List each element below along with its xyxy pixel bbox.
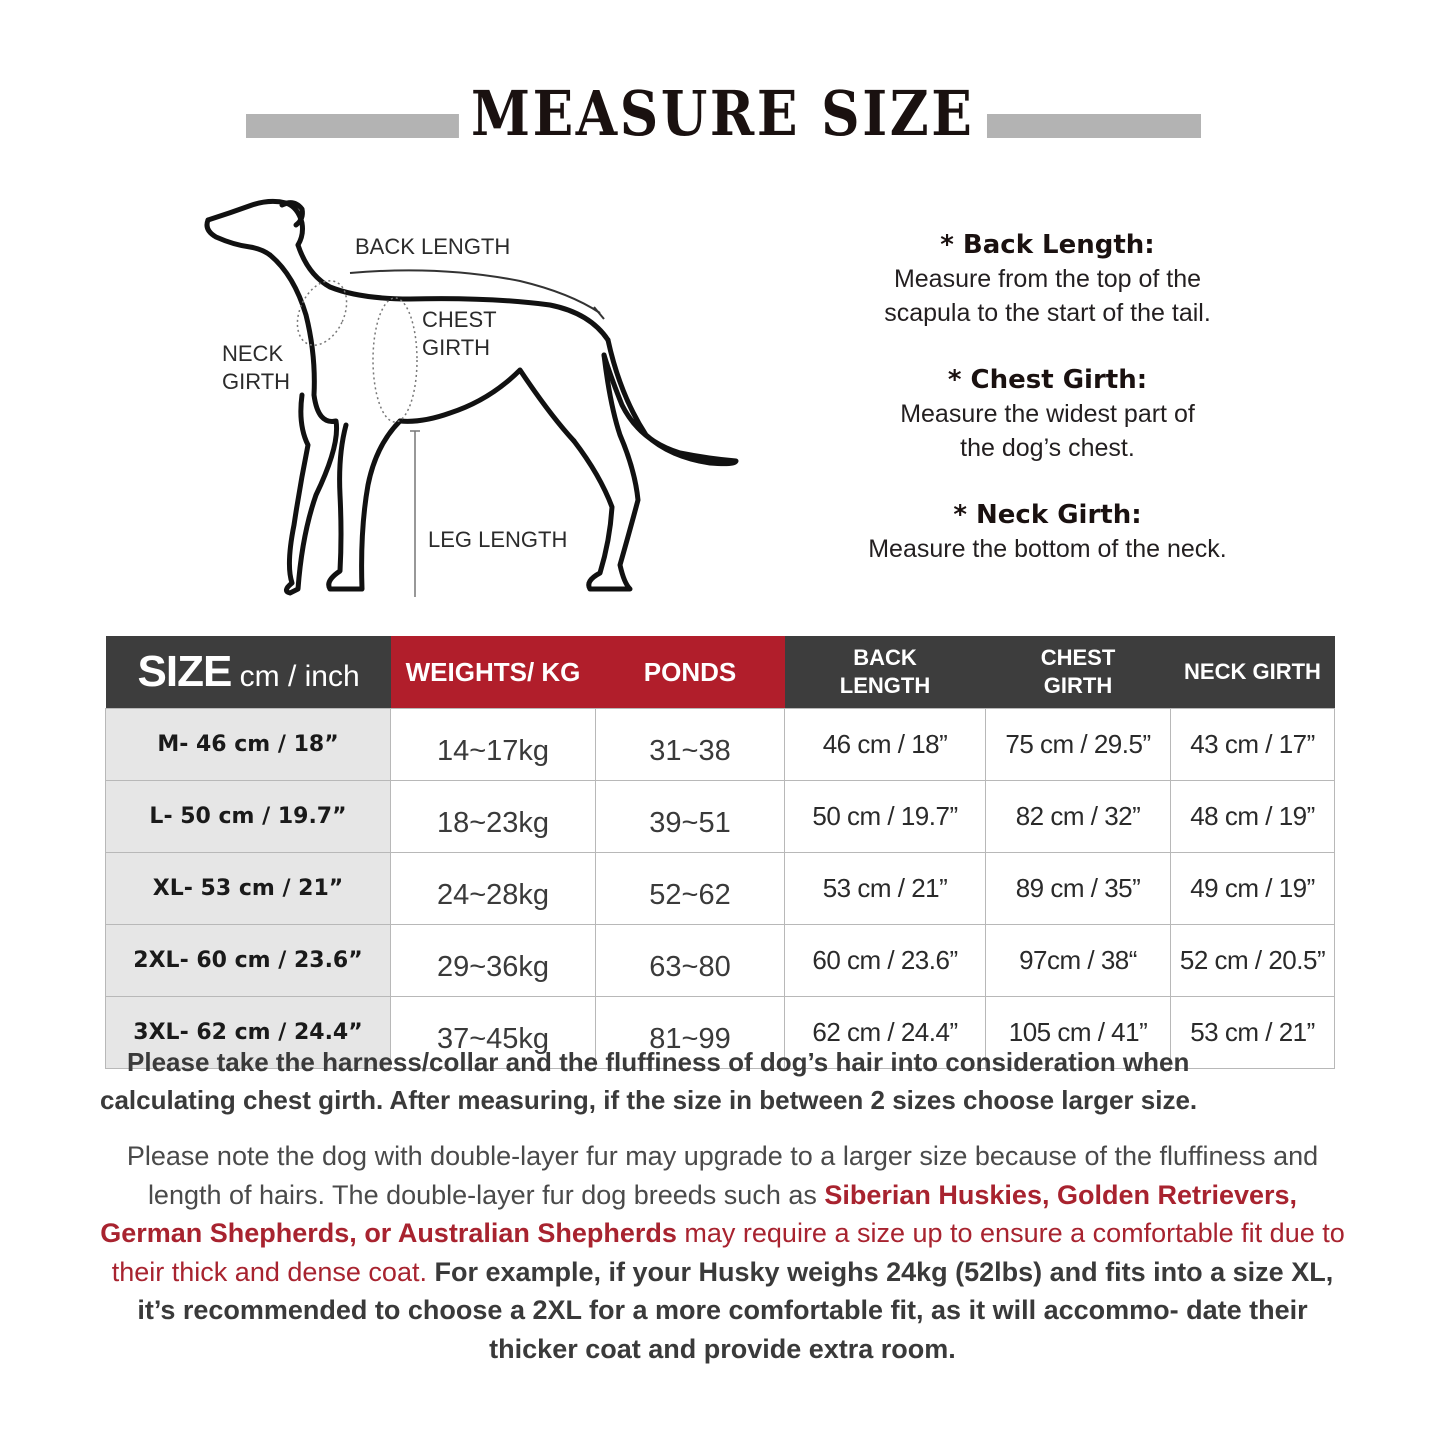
chest-girth-label: CHEST GIRTH: [422, 307, 497, 360]
definition-text: Measure the bottom of the neck.: [868, 535, 1227, 563]
fur-note-requirement: may require a size up to ensure a comfortable fit due to their thick and dense coat.: [111, 1218, 1345, 1287]
header-weights: WEIGHTS/ KG: [391, 636, 596, 709]
cell-size: L- 50 cm / 19.7”: [106, 781, 391, 853]
cell-back-length: 50 cm / 19.7”: [785, 781, 986, 853]
cell-ponds: 63~80: [596, 925, 785, 997]
cell-weight: 37~45kg: [391, 997, 596, 1069]
cell-ponds: 31~38: [596, 709, 785, 781]
consideration-note: [100, 1043, 1345, 1119]
header-size: [106, 636, 391, 709]
definition-neck-girth: [820, 498, 1275, 566]
table-row: [106, 853, 1335, 925]
cell-back-length: 53 cm / 21”: [785, 853, 986, 925]
cell-neck-girth: 48 cm / 19”: [1171, 781, 1335, 853]
fur-note-example: For example, if your Husky weighs 24kg (52lbs) and fits into a size XL, it’s recommended to choose a 2XL for a more comfortable fit, as it will accommo- date their thicker coat and provide extra room.: [137, 1256, 1334, 1364]
cell-size: XL- 53 cm / 21”: [106, 853, 391, 925]
definition-title: * Back Length:: [940, 230, 1155, 260]
cell-chest-girth: 105 cm / 41”: [986, 997, 1171, 1069]
table-row: [106, 709, 1335, 781]
fur-note-breeds: Siberian Huskies, Golden Retrievers, German Shepherds, or Australian Shepherds: [100, 1179, 1298, 1248]
header-back-length: BACK LENGTH: [785, 636, 986, 709]
cell-size: 2XL- 60 cm / 23.6”: [106, 925, 391, 997]
definition-chest-girth: [820, 363, 1275, 465]
table-header-row: [106, 636, 1335, 709]
measurement-definitions: [820, 228, 1275, 599]
cell-size: M- 46 cm / 18”: [106, 709, 391, 781]
cell-neck-girth: 43 cm / 17”: [1171, 709, 1335, 781]
cell-ponds: 52~62: [596, 853, 785, 925]
cell-back-length: 62 cm / 24.4”: [785, 997, 986, 1069]
back-length-label: BACK LENGTH: [355, 234, 511, 259]
cell-chest-girth: 97cm / 38“: [986, 925, 1171, 997]
cell-weight: 18~23kg: [391, 781, 596, 853]
cell-chest-girth: 82 cm / 32”: [986, 781, 1171, 853]
definition-title: * Neck Girth:: [953, 500, 1142, 530]
definition-text: Measure from the top of the scapula to the start of the tail.: [884, 265, 1211, 327]
neck-girth-label: NECK GIRTH: [222, 341, 291, 394]
size-chart-table: [105, 636, 1335, 1069]
consideration-note-line2: calculating chest girth. After measuring, if the size in between 2 sizes choose larger size.: [100, 1085, 1198, 1115]
header-neck-girth: NECK GIRTH: [1171, 636, 1335, 709]
header-size-label: SIZE: [137, 647, 232, 696]
fur-note-text: Please note the dog with double-layer fur may upgrade to a larger size because of the fluffiness and length of hairs. The double-layer fur dog breeds such as: [126, 1141, 1319, 1210]
header-ponds: PONDS: [596, 636, 785, 709]
page-title: MEASURE SIZE: [459, 74, 987, 154]
title-wrap: [0, 74, 1445, 154]
definition-back-length: [820, 228, 1275, 330]
cell-ponds: 39~51: [596, 781, 785, 853]
cell-weight: 24~28kg: [391, 853, 596, 925]
cell-neck-girth: 53 cm / 21”: [1171, 997, 1335, 1069]
table-row: [106, 781, 1335, 853]
cell-weight: 29~36kg: [391, 925, 596, 997]
cell-back-length: 46 cm / 18”: [785, 709, 986, 781]
table-row: [106, 925, 1335, 997]
consideration-note-line1: Please take the harness/collar and the fluffiness of dog’s hair into consideration when: [127, 1047, 1190, 1077]
cell-ponds: 81~99: [596, 997, 785, 1069]
cell-chest-girth: 89 cm / 35”: [986, 853, 1171, 925]
header-chest-girth: CHEST GIRTH: [986, 636, 1171, 709]
cell-size: 3XL- 62 cm / 24.4”: [106, 997, 391, 1069]
cell-chest-girth: 75 cm / 29.5”: [986, 709, 1171, 781]
cell-neck-girth: 52 cm / 20.5”: [1171, 925, 1335, 997]
cell-neck-girth: 49 cm / 19”: [1171, 853, 1335, 925]
cell-weight: 14~17kg: [391, 709, 596, 781]
header-size-unit: cm / inch: [231, 660, 360, 693]
double-layer-fur-note: [100, 1137, 1345, 1368]
leg-length-label: LEG LENGTH: [428, 527, 568, 552]
definition-text: Measure the widest part of the dog’s chest.: [900, 400, 1195, 462]
cell-back-length: 60 cm / 23.6”: [785, 925, 986, 997]
definition-title: * Chest Girth:: [947, 365, 1148, 395]
